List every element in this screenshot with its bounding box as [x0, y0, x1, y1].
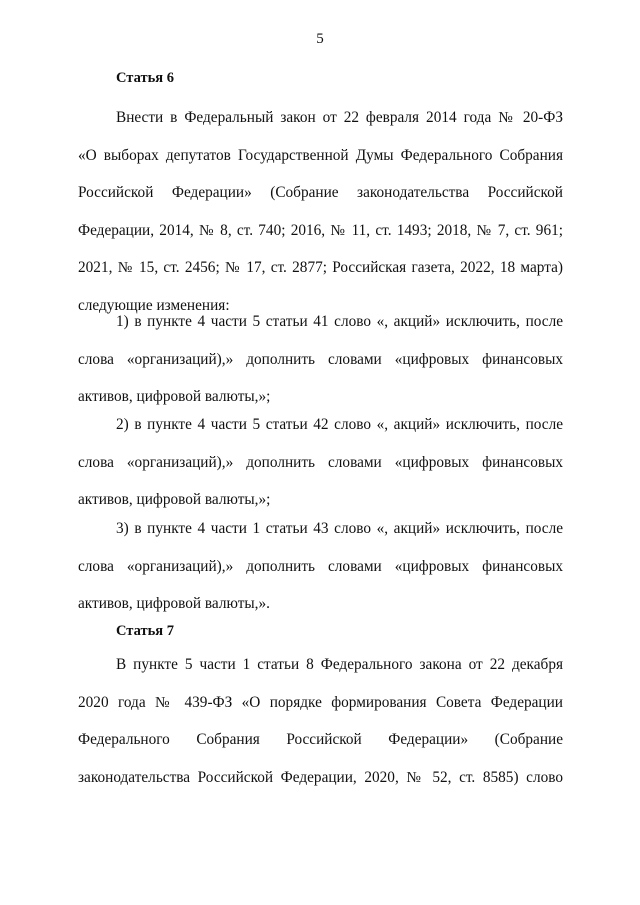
text-line: активов, цифровой валюты,»;	[78, 491, 271, 509]
text-line: законодательства Российской Федерации, 2020, № 52, ст. 8585) слово	[78, 768, 563, 786]
article-6-heading: Статья 6	[116, 70, 174, 86]
text-line: 2) в пункте 4 части 5 статьи 42 слово «, акций» исключить, после	[116, 416, 563, 433]
text-line: следующие изменения:	[78, 296, 230, 314]
text-line: Внести в Федеральный закон от 22 февраля 2014 года № 20-ФЗ	[116, 109, 563, 126]
text-line: 2020 года № 439-ФЗ «О порядке формирования Совета Федерации	[78, 693, 563, 711]
text-line: 1) в пункте 4 части 5 статьи 41 слово «, акций» исключить, после	[116, 313, 563, 330]
article-6-item-2	[78, 406, 563, 519]
text-line: слова «организаций),» дополнить словами «цифровых финансовых	[78, 350, 563, 368]
text-line: В пункте 5 части 1 статьи 8 Федерального закона от 22 декабря	[116, 656, 563, 673]
text-line: слова «организаций),» дополнить словами «цифровых финансовых	[78, 557, 563, 575]
article-6-item-3	[78, 510, 563, 623]
article-7-heading: Статья 7	[116, 623, 174, 639]
text-line: 2021, № 15, ст. 2456; № 17, ст. 2877; Российская газета, 2022, 18 марта)	[78, 259, 563, 277]
article-7-text	[78, 646, 563, 796]
text-line: Федерального Собрания Российской Федерации» (Собрание	[78, 731, 563, 749]
text-line: слова «организаций),» дополнить словами «цифровых финансовых	[78, 453, 563, 471]
article-6-intro	[78, 99, 563, 325]
text-line: 3) в пункте 4 части 1 статьи 43 слово «, акций» исключить, после	[116, 520, 563, 537]
article-6-item-1	[78, 303, 563, 416]
text-line: Федерации, 2014, № 8, ст. 740; 2016, № 11, ст. 1493; 2018, № 7, ст. 961;	[78, 221, 563, 239]
text-line: «О выборах депутатов Государственной Думы Федерального Собрания	[78, 146, 563, 164]
page-number: 5	[316, 31, 324, 47]
text-line: активов, цифровой валюты,».	[78, 595, 270, 613]
text-line: Российской Федерации» (Собрание законодательства Российской	[78, 184, 563, 202]
text-line: активов, цифровой валюты,»;	[78, 388, 271, 406]
